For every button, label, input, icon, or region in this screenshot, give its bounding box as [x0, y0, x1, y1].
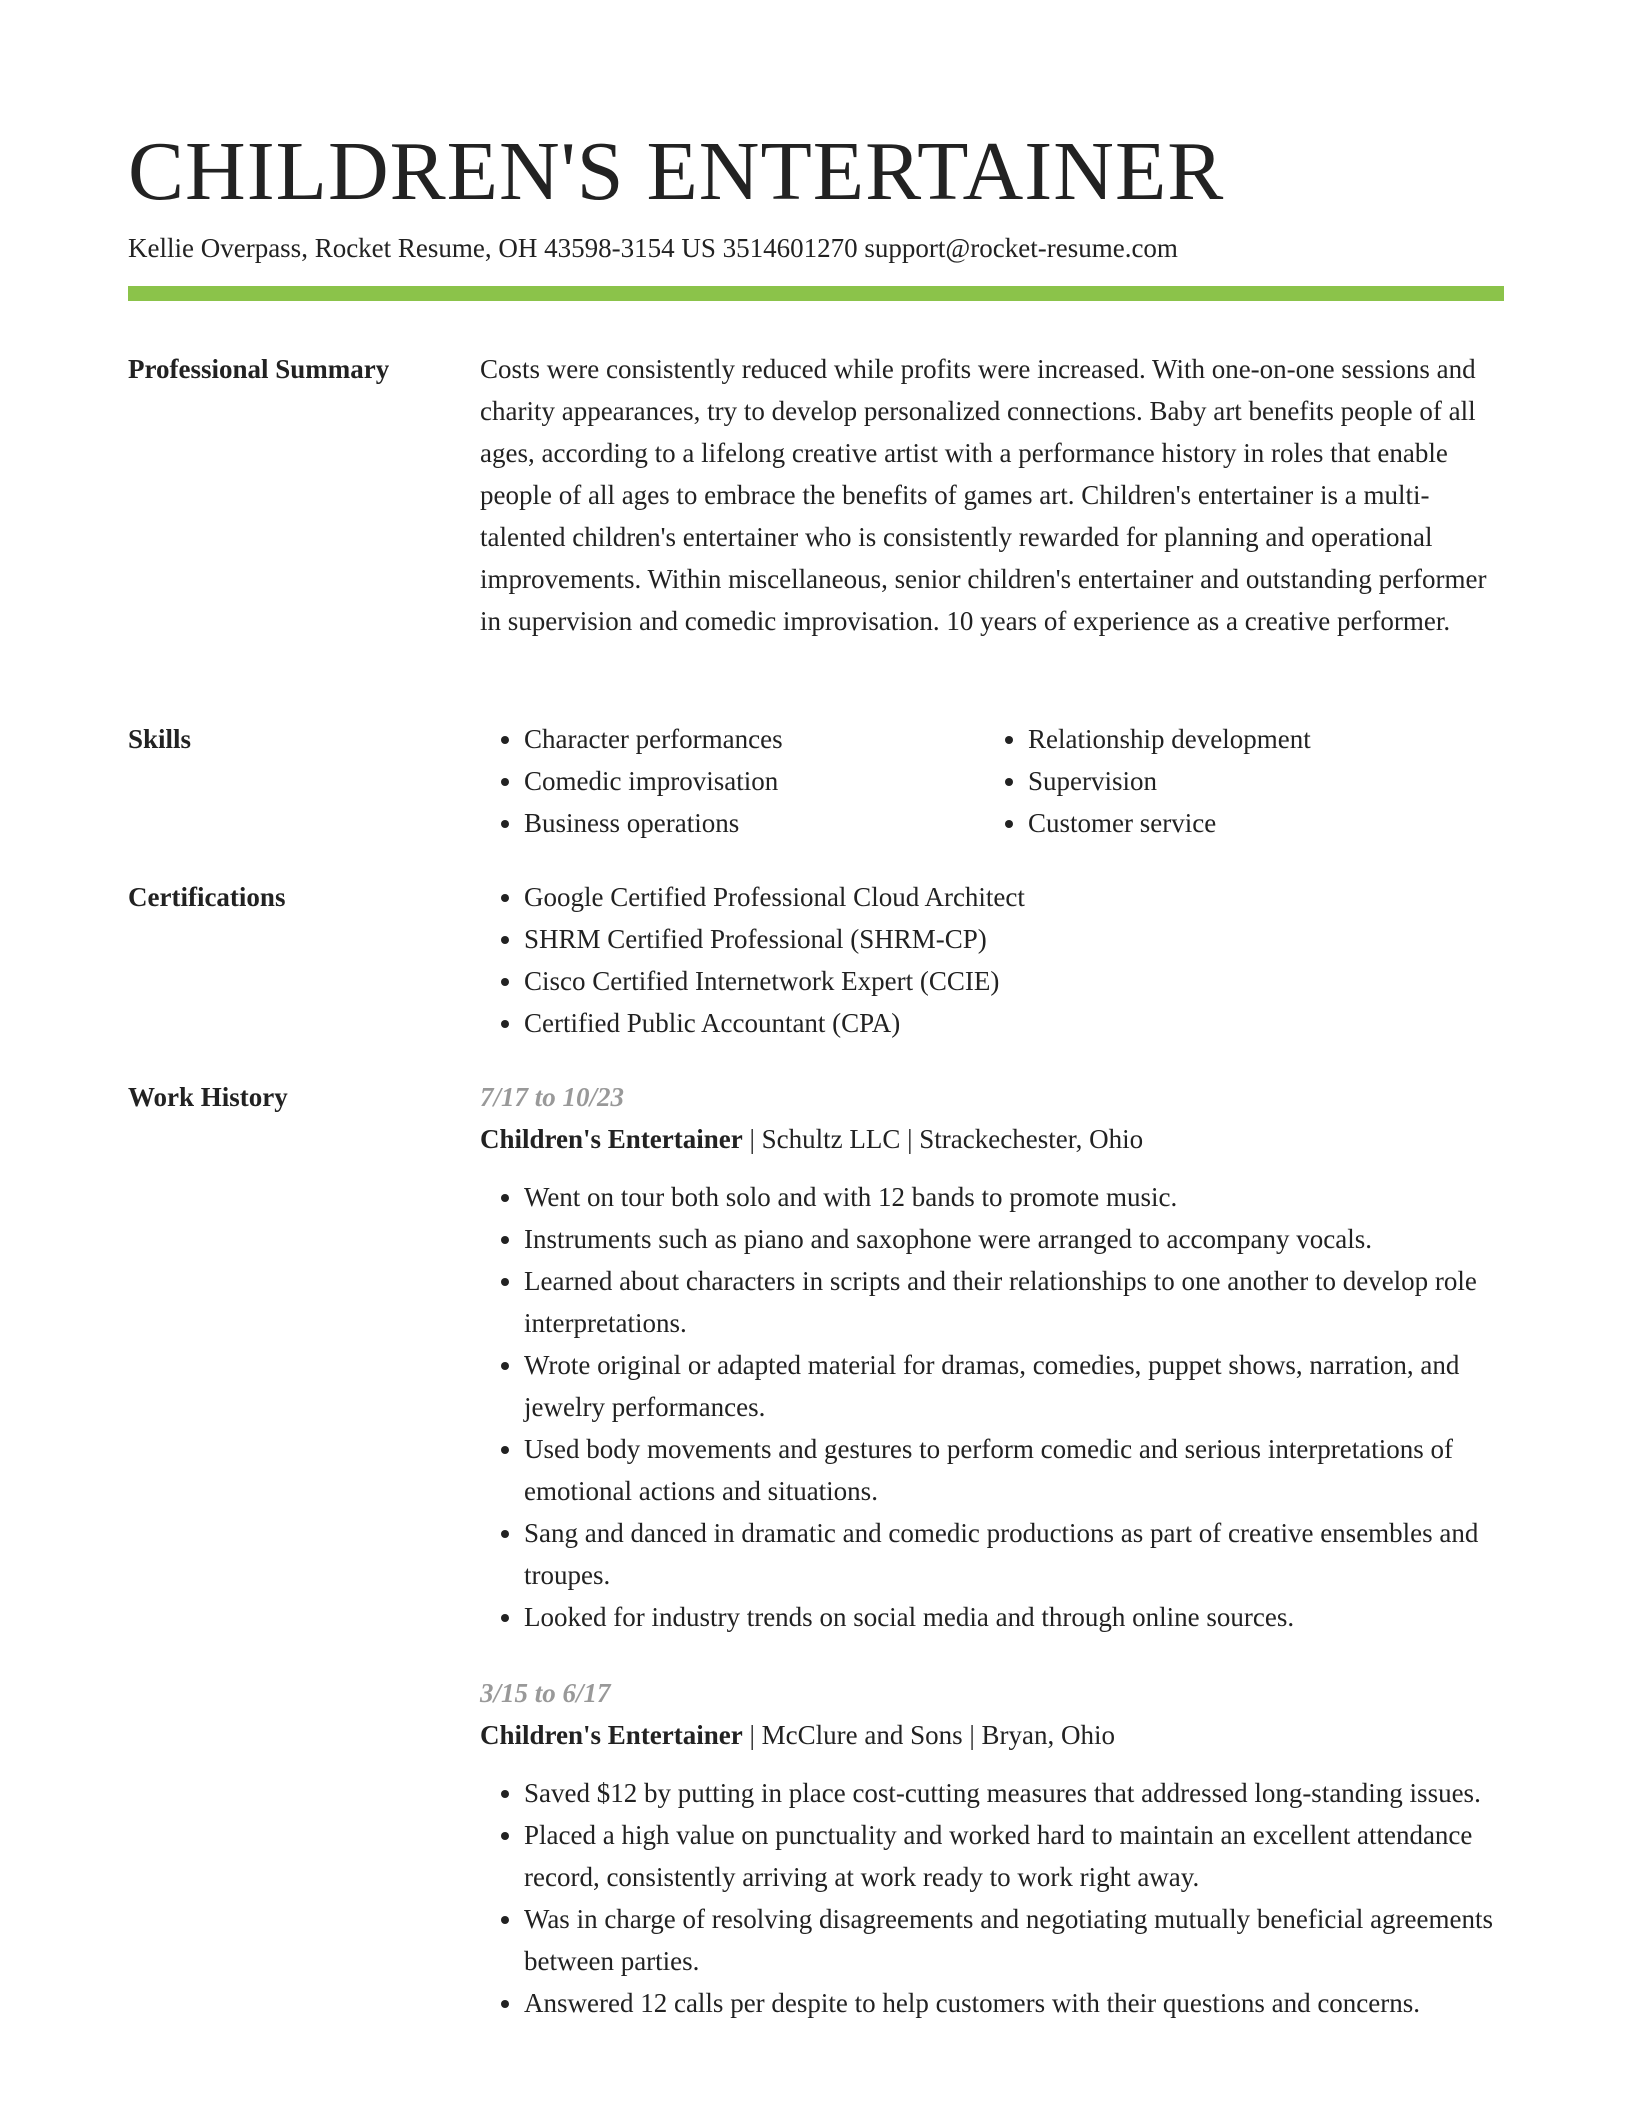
section-label-skills: Skills: [128, 724, 192, 754]
job-entry: [480, 1672, 1504, 2024]
job-duties-list: [480, 1176, 1504, 1638]
job-employer-location: | Schultz LLC | Strackechester, Ohio: [742, 1124, 1144, 1154]
job-duty: • Sang and danced in dramatic and comedic productions as part of creative ensembles and troupes.: [524, 1512, 1504, 1596]
skills-column-left: [480, 718, 984, 844]
job-dates: 3/15 to 6/17: [480, 1678, 611, 1708]
job-duty: • Saved $12 by putting in place cost-cutting measures that addressed long-standing issues.: [524, 1772, 1504, 1814]
section-label-certifications: Certifications: [128, 882, 286, 912]
resume-title: CHILDREN'S ENTERTAINER: [128, 125, 1225, 218]
summary-body: [480, 348, 1504, 642]
certification-item: • Cisco Certified Internetwork Expert (CCIE): [524, 960, 1504, 1002]
skills-columns: [480, 718, 1504, 844]
skill-item: • Customer service: [1028, 802, 1488, 844]
certification-item: • Google Certified Professional Cloud Architect: [524, 876, 1504, 918]
job-dates: 7/17 to 10/23: [480, 1082, 625, 1112]
job-heading: [480, 1118, 1504, 1160]
job-duty: • Wrote original or adapted material for dramas, comedies, puppet shows, narration, and jewelry performances.: [524, 1344, 1504, 1428]
skills-column-right: [984, 718, 1488, 844]
job-entry: [480, 1076, 1504, 1638]
skill-item: • Character performances: [524, 718, 984, 760]
job-title: Children's Entertainer: [480, 1720, 743, 1750]
job-title: Children's Entertainer: [480, 1124, 743, 1154]
job-duty: • Answered 12 calls per despite to help customers with their questions and concerns.: [524, 1982, 1504, 2024]
job-employer-location: | McClure and Sons | Bryan, Ohio: [742, 1720, 1116, 1750]
job-duty: • Learned about characters in scripts and their relationships to one another to develop role interpretations.: [524, 1260, 1504, 1344]
certifications-list: [480, 876, 1504, 1044]
skill-item: • Business operations: [524, 802, 984, 844]
job-heading: [480, 1714, 1504, 1756]
section-label-work-history: Work History: [128, 1082, 288, 1112]
skills-list-right: [984, 718, 1488, 844]
job-duty: • Looked for industry trends on social media and through online sources.: [524, 1596, 1504, 1638]
job-duty: • Went on tour both solo and with 12 bands to promote music.: [524, 1176, 1504, 1218]
skills-body: [480, 718, 1504, 844]
job-duties-list: [480, 1772, 1504, 2024]
certification-item: • Certified Public Accountant (CPA): [524, 1002, 1504, 1044]
certification-item: • SHRM Certified Professional (SHRM-CP): [524, 918, 1504, 960]
skill-item: • Comedic improvisation: [524, 760, 984, 802]
skill-item: • Supervision: [1028, 760, 1488, 802]
job-duty: • Placed a high value on punctuality and worked hard to maintain an excellent attendance record, consistently arriving at work ready to work right away.: [524, 1814, 1504, 1898]
job-duty: • Was in charge of resolving disagreements and negotiating mutually beneficial agreements between parties.: [524, 1898, 1504, 1982]
job-duty: • Instruments such as piano and saxophone were arranged to accompany vocals.: [524, 1218, 1504, 1260]
work-history-body: [480, 1076, 1504, 2058]
skill-item: • Relationship development: [1028, 718, 1488, 760]
summary-text: Costs were consistently reduced while profits were increased. With one-on-one sessions and charity appearances, try to develop personalized connections. Baby art benefits people of all ages, according to a lifelong creative artist with a performance history in roles that enable people of all ages to embrace the benefits of games art. Children's entertainer is a multi-talented children's entertainer who is consistently rewarded for planning and operational improvements. Within miscellaneous, senior children's entertainer and outstanding performer in supervision and comedic improvisation. 10 years of experience as a creative performer.: [480, 354, 1487, 636]
accent-divider: [128, 286, 1504, 301]
section-label-summary: Professional Summary: [128, 354, 390, 384]
certifications-body: [480, 876, 1504, 1044]
skills-list-left: [480, 718, 984, 844]
contact-line: Kellie Overpass, Rocket Resume, OH 43598-3154 US 3514601270 support@rocket-resume.com: [128, 233, 1178, 263]
job-duty: • Used body movements and gestures to perform comedic and serious interpretations of emotional actions and situations.: [524, 1428, 1504, 1512]
